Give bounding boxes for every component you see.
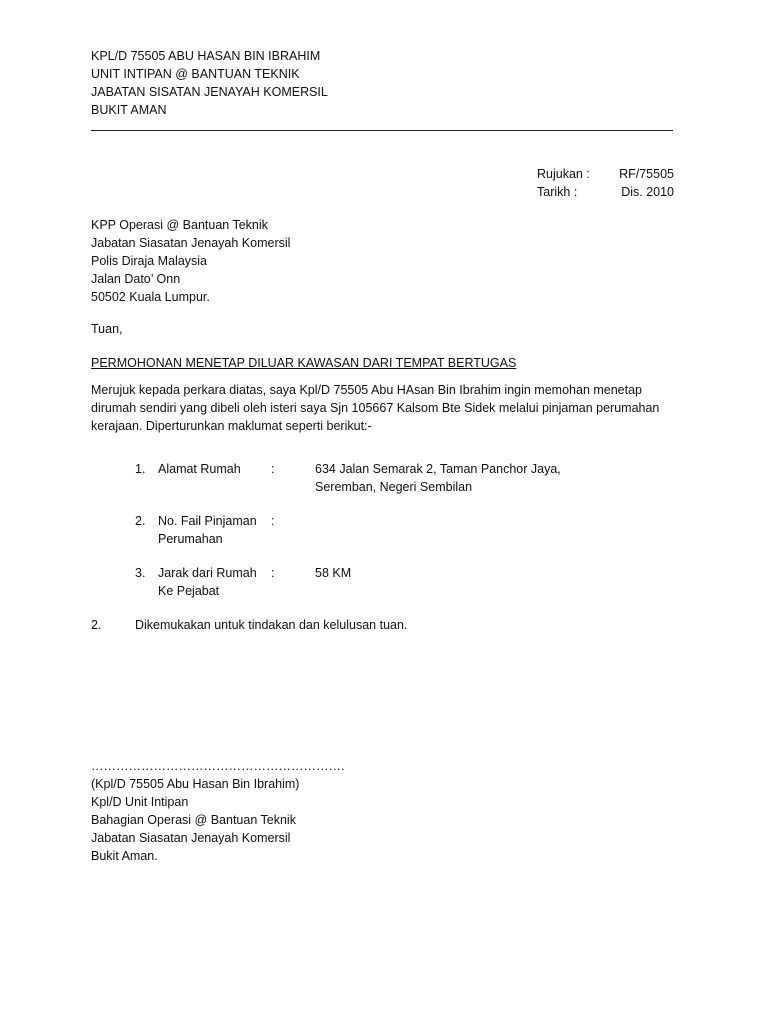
sender-line: KPL/D 75505 ABU HASAN BIN IBRAHIM [91, 49, 321, 63]
recipient-line: Polis Diraja Malaysia [91, 254, 208, 268]
item-label [158, 512, 257, 548]
recipient-line: 50502 Kuala Lumpur. [91, 290, 210, 304]
paragraph-number: 2. [91, 618, 102, 632]
sender-line: BUKIT AMAN [91, 103, 167, 117]
sender-line: UNIT INTIPAN @ BANTUAN TEKNIK [91, 67, 300, 81]
body-line: kerajaan. Diperturunkan maklumat seperti berikut:- [91, 419, 372, 433]
signature-line: Kpl/D Unit Intipan [91, 795, 189, 809]
item-label [158, 564, 257, 600]
signature-line: Jabatan Siasatan Jenayah Komersil [91, 831, 291, 845]
signature-block [91, 757, 344, 865]
item-label-line: Ke Pejabat [158, 584, 220, 598]
signature-line: Bahagian Operasi @ Bantuan Teknik [91, 813, 296, 827]
body-paragraph [91, 381, 691, 435]
item-label-line: Perumahan [158, 532, 223, 546]
item-colon: : [271, 566, 275, 580]
sender-block [91, 47, 328, 119]
item-colon: : [271, 462, 275, 476]
item-value [315, 460, 561, 496]
signature-dots: ……………………………………………………. [91, 759, 345, 773]
recipient-line: Jabatan Siasatan Jenayah Komersil [91, 236, 291, 250]
item-label-line: Alamat Rumah [158, 462, 241, 476]
header-divider [91, 130, 673, 131]
reference-block [537, 165, 674, 201]
item-value-line: Seremban, Negeri Sembilan [315, 480, 473, 494]
body-line: Merujuk kepada perkara diatas, saya Kpl/D 75505 Abu HAsan Bin Ibrahim ingin memohan menetap [91, 383, 643, 397]
item-number: 2. [135, 514, 146, 528]
reference-label: Rujukan : [537, 167, 590, 181]
signature-line: Bukit Aman. [91, 849, 158, 863]
item-label [158, 460, 241, 478]
item-number: 1. [135, 462, 146, 476]
recipient-line: KPP Operasi @ Bantuan Teknik [91, 218, 268, 232]
date-label: Tarikh : [537, 185, 578, 199]
recipient-block [91, 216, 290, 306]
signature-name: (Kpl/D 75505 Abu Hasan Bin Ibrahim) [91, 777, 300, 791]
item-label-line: Jarak dari Rumah [158, 566, 257, 580]
item-value-line: 634 Jalan Semarak 2, Taman Panchor Jaya, [315, 462, 561, 476]
item-value-line: 58 KM [315, 566, 352, 580]
sender-line: JABATAN SISATAN JENAYAH KOMERSIL [91, 85, 328, 99]
date-row [537, 183, 674, 201]
item-colon: : [271, 514, 275, 528]
reference-value: RF/75505 [619, 167, 674, 181]
paragraph-text: Dikemukakan untuk tindakan dan kelulusan tuan. [135, 618, 408, 632]
subject-heading: PERMOHONAN MENETAP DILUAR KAWASAN DARI TEMPAT BERTUGAS [91, 356, 517, 370]
item-value [315, 564, 351, 582]
date-value: Dis. 2010 [621, 185, 674, 199]
body-line: dirumah sendiri yang dibeli oleh isteri saya Sjn 105667 Kalsom Bte Sidek melalui pinjaman perumahan [91, 401, 660, 415]
recipient-line: Jalan Dato’ Onn [91, 272, 181, 286]
reference-row [537, 165, 674, 183]
salutation: Tuan, [91, 322, 123, 336]
item-number: 3. [135, 566, 146, 580]
item-label-line: No. Fail Pinjaman [158, 514, 257, 528]
